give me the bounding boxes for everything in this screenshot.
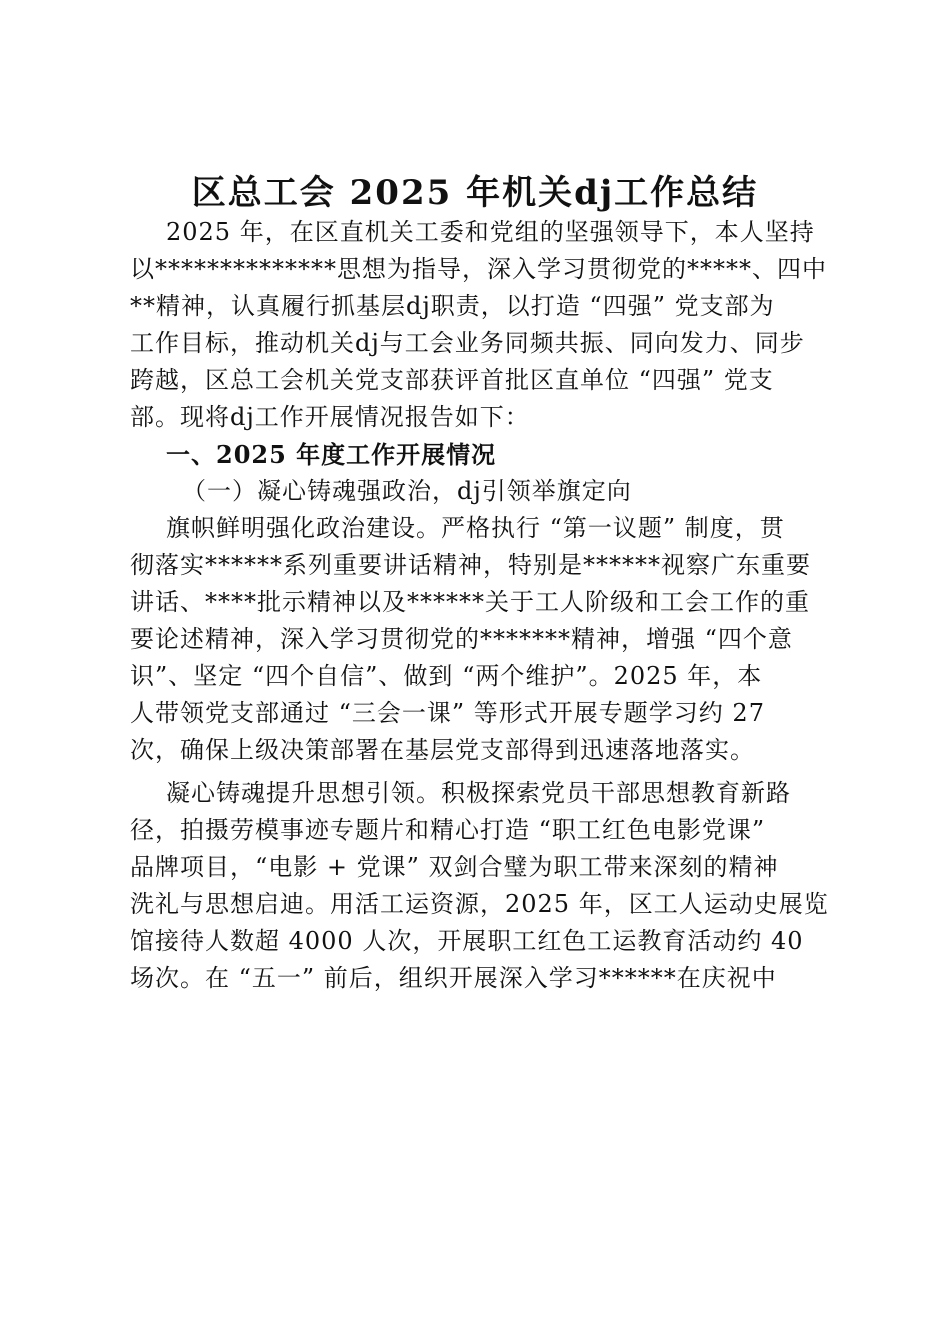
text-line: **精神，认真履行抓基层dj职责，以打造 “四强” 党支部为 [130, 292, 775, 320]
intro-paragraph [130, 214, 830, 436]
subsection-heading: （一）凝心铸魂强政治，dj引领举旗定向 [182, 477, 632, 505]
text-line: 彻落实******系列重要讲话精神，特别是******视察广东重要 [130, 551, 811, 579]
text-line: 跨越，区总工会机关党支部获评首批区直单位 “四强” 党支 [130, 366, 774, 394]
text-line: 要论述精神，深入学习贯彻党的*******精神，增强 “四个意 [130, 625, 793, 653]
text-line: 识”、坚定 “四个自信”、做到 “两个维护”。2025 年，本 [130, 662, 763, 690]
text-line: 洗礼与思想启迪。用活工运资源，2025 年，区工人运动史展览 [130, 890, 829, 918]
section-heading: 一、2025 年度工作开展情况 [166, 440, 497, 469]
text-line: 讲话、****批示精神以及******关于工人阶级和工会工作的重 [130, 588, 810, 616]
text-line: 旗帜鲜明强化政治建设。严格执行 “第一议题” 制度，贯 [166, 514, 785, 542]
text-line: 以**************思想为指导，深入学习贯彻党的*****、四中 [130, 255, 827, 283]
text-line: 次，确保上级决策部署在基层党支部得到迅速落地落实。 [130, 736, 755, 764]
document-body [130, 214, 830, 997]
paragraph-ideological-guidance [130, 775, 830, 997]
document-title: 区总工会 2025 年机关dj工作总结 [191, 173, 759, 213]
text-line: 工作目标，推动机关dj与工会业务同频共振、同向发力、同步 [130, 329, 805, 357]
text-line: 径，拍摄劳模事迹专题片和精心打造 “职工红色电影党课” [130, 816, 766, 844]
text-line: 人带领党支部通过 “三会一课” 等形式开展专题学习约 27 [130, 699, 765, 727]
text-line: 馆接待人数超 4000 人次，开展职工红色工运教育活动约 40 [130, 927, 804, 955]
text-line: 场次。在 “五一” 前后，组织开展深入学习******在庆祝中 [130, 964, 777, 992]
text-line: 凝心铸魂提升思想引领。积极探索党员干部思想教育新路 [166, 779, 791, 807]
text-line: 品牌项目，“电影 + 党课” 双剑合璧为职工带来深刻的精神 [130, 853, 779, 881]
text-line: 2025 年，在区直机关工委和党组的坚强领导下，本人坚持 [166, 218, 815, 246]
text-line: 部。现将dj工作开展情况报告如下： [130, 403, 530, 431]
paragraph-political-building [130, 510, 830, 769]
